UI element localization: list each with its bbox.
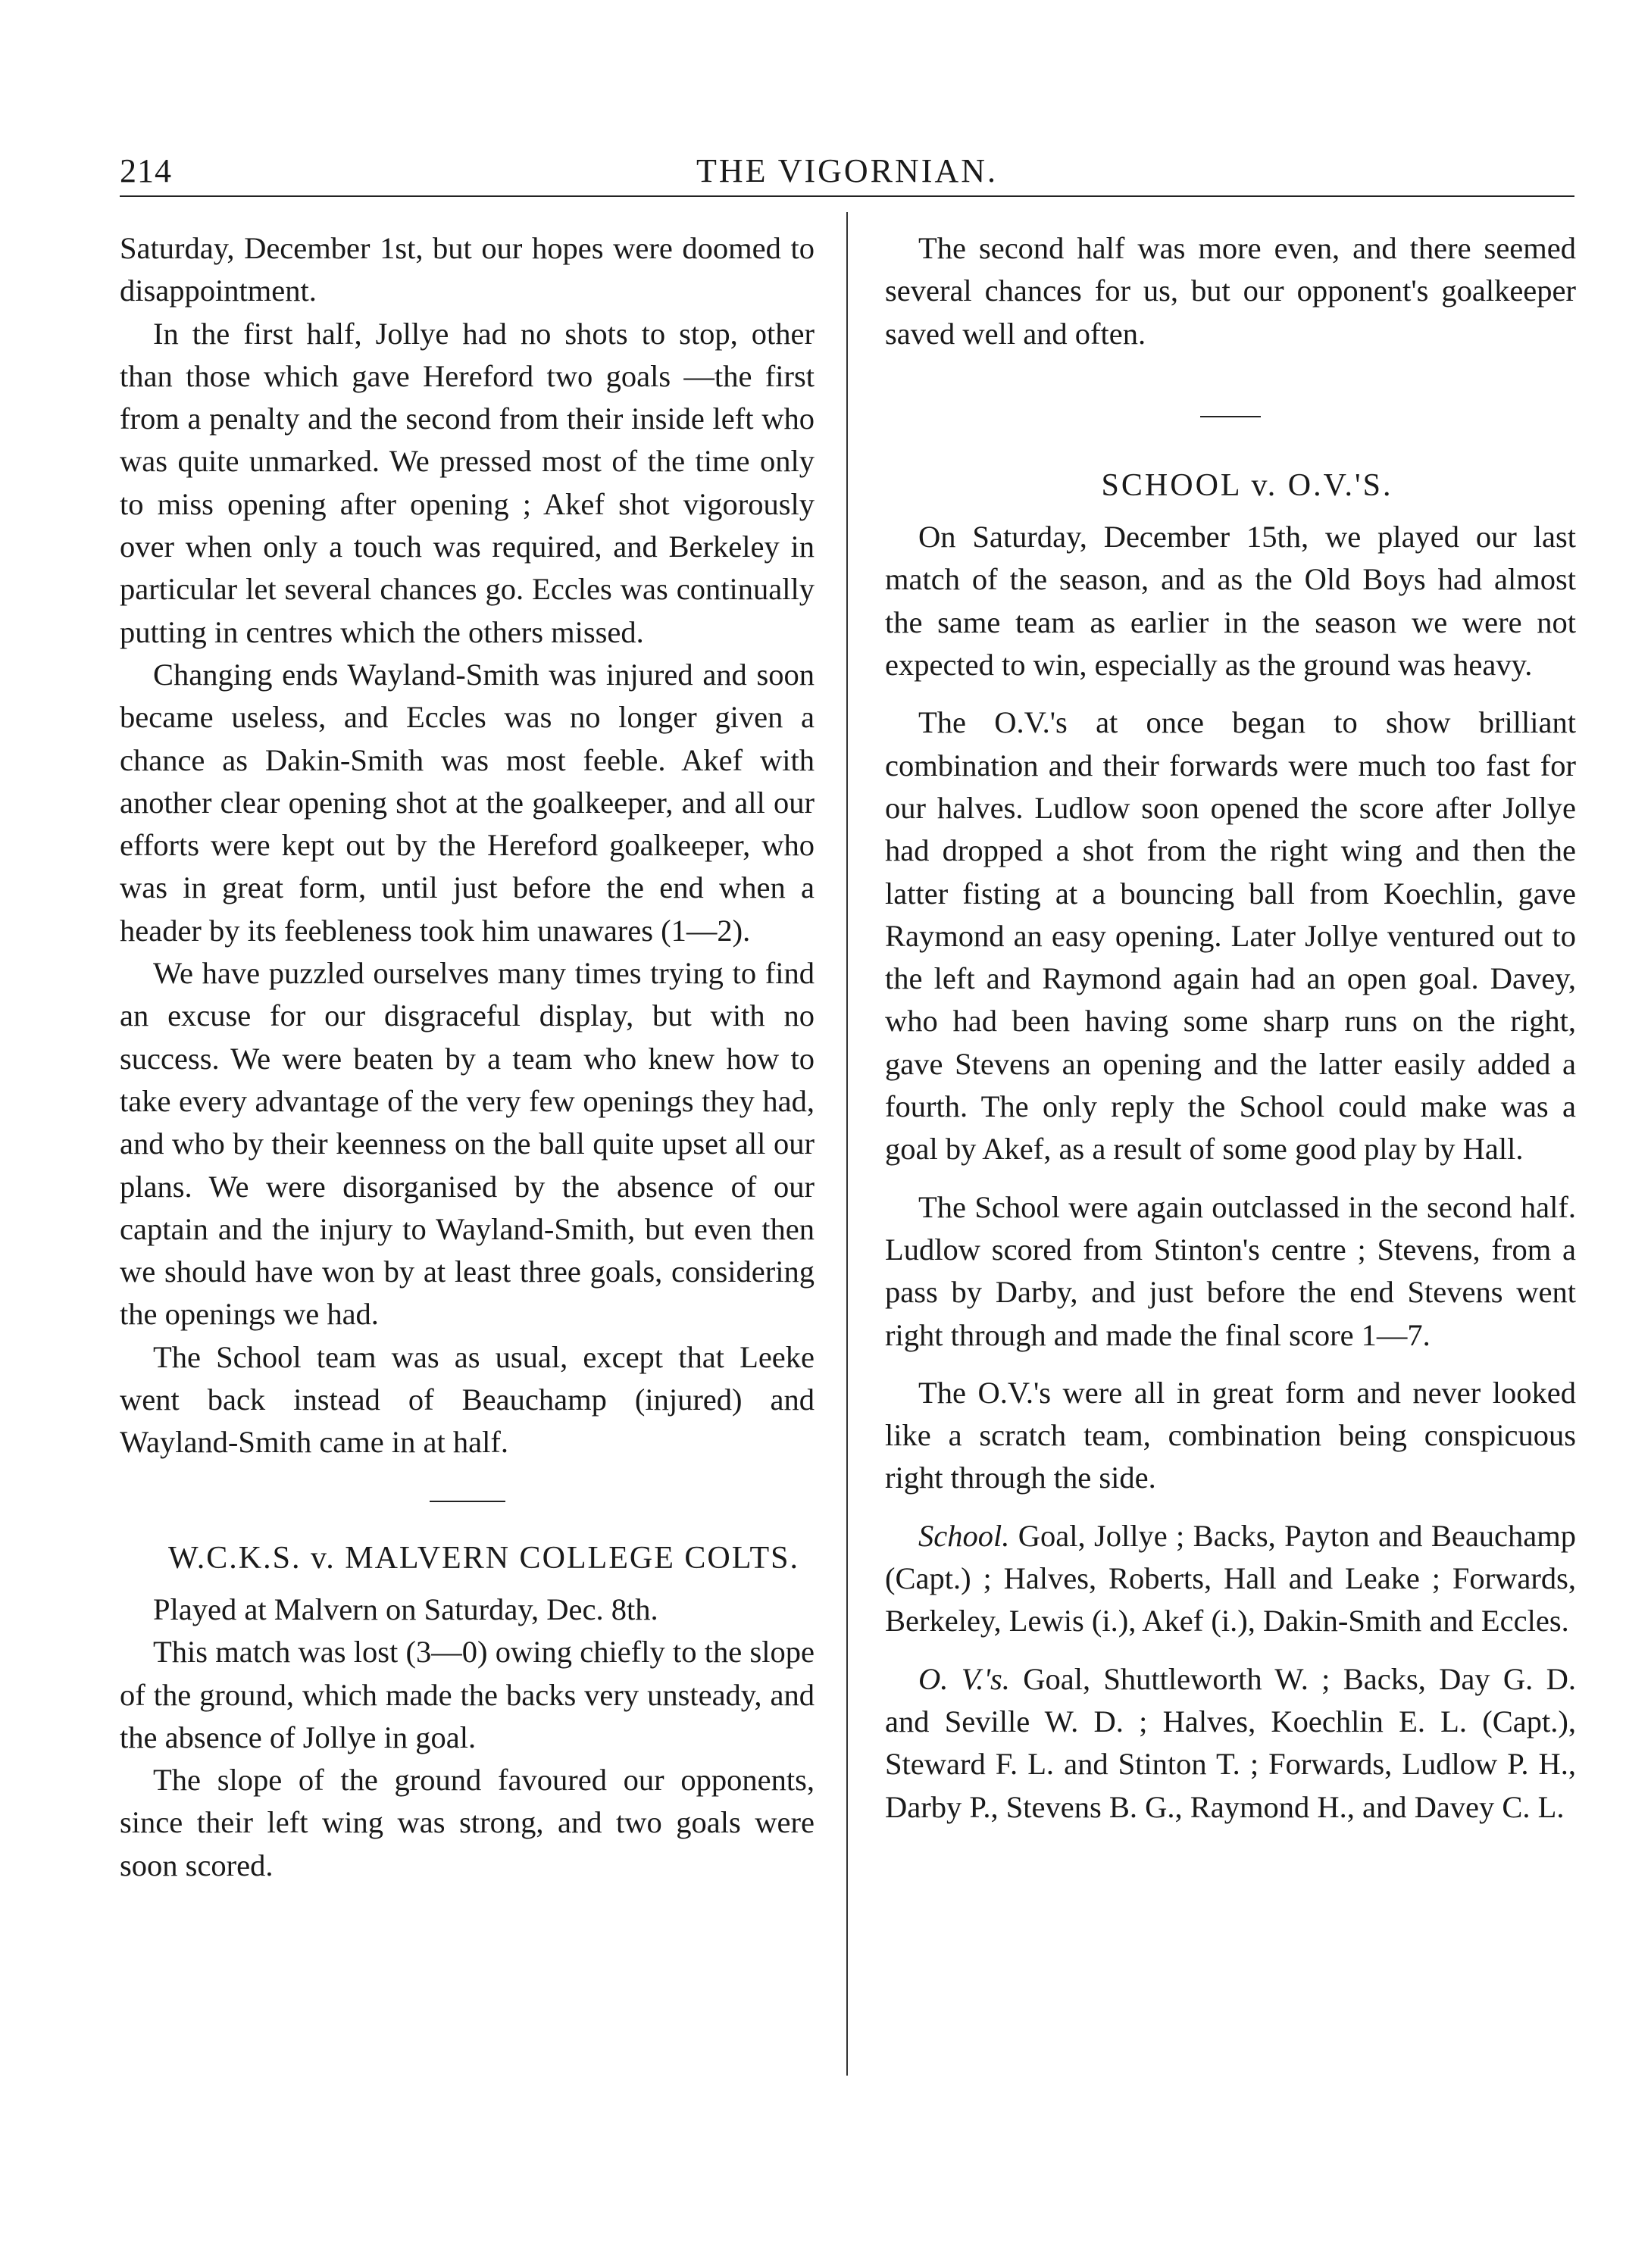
team-label: O. V.'s. [918, 1661, 1010, 1696]
paragraph: In the first half, Jollye had no shots to stop, other than those which gave Hereford two goals —the first from a penalty and the second from their inside left who was quite unmarked. We pressed most of the time only to miss opening after opening ; Akef shot vigorously over when only a touch was required, and Berkeley in particular let several chances go. Eccles was continually putting in centres which the others missed. [120, 316, 815, 649]
paragraph: We have puzzled ourselves many times trying to find an excuse for our disgraceful display, but with no success. We were beaten by a team who knew how to take every advantage of the very few openings they had, and who by their keenness on the ball quite upset all our plans. We were disorganised by the absence of our captain and the injury to Wayland-Smith, but even then we should have won by at least three goals, considering the openings we had. [120, 956, 815, 1332]
paragraph: The O.V.'s at once began to show brilliant combination and their forwards were much too fast for our halves. Ludlow soon opened the score after Jollye had dropped a shot from the right wing and then the latter fisting at a bouncing ball from Koechlin, gave Raymond an easy opening. Later Jollye ventured out to the left and Raymond again had an open goal. Davey, who had been having some sharp runs on the right, gave Stevens an opening and the latter easily added a fourth. The only reply the School could make was a goal by Akef, as a result of some good play by Hall. [885, 705, 1576, 1167]
column-divider [846, 212, 848, 2076]
team-label: School. [918, 1518, 1010, 1553]
paragraph: This match was lost (3—0) owing chiefly to the slope of the ground, which made the backs very unsteady, and the absence of Jollye in goal. [120, 1635, 815, 1754]
paragraph: On Saturday, December 15th, we played our last match of the season, and as the Old Boys had almost the same team as earlier in the season we were not expected to win, especially as the ground was heavy. [885, 520, 1576, 683]
paragraph: The O.V.'s were all in great form and never looked like a scratch team, combination being conspicuous right through the side. [885, 1375, 1576, 1495]
paragraph: Played at Malvern on Saturday, Dec. 8th. [153, 1592, 658, 1626]
team-text: Goal, Shuttleworth W. ; Backs, Day G. D. and Seville W. D. ; Halves, Koechlin E. L. (Capt.), Steward F. L. and Stinton T. ; Forwards, Ludlow P. H., Darby P., Stevens B. G., Raymond H., and Davey C. L. [885, 1661, 1576, 1824]
running-title: THE VIGORNIAN. [696, 152, 999, 189]
paragraph: The second half was more even, and there seemed several chances for us, but our opponent's goalkeeper saved well and often. [885, 231, 1576, 351]
section-heading-malvern: W.C.K.S. v. MALVERN COLLEGE COLTS. [167, 1540, 800, 1576]
section-divider [430, 1501, 505, 1502]
team-list-school [885, 1515, 1576, 1643]
section-divider [1200, 416, 1261, 417]
page-number: 214 [120, 152, 172, 189]
section-heading-old-vigornians: SCHOOL v. O.V.'S. [1101, 467, 1393, 503]
team-text: Goal, Jollye ; Backs, Payton and Beauchamp (Capt.) ; Halves, Roberts, Hall and Leake ; Forwards, Berkeley, Lewis (i.), Akef (i.), Dakin-Smith and Eccles. [885, 1518, 1577, 1639]
right-column [885, 227, 1576, 1829]
page-header [120, 152, 1574, 197]
paragraph: The slope of the ground favoured our opponents, since their left wing was strong, and two goals were soon scored. [120, 1763, 815, 1882]
paragraph: Changing ends Wayland-Smith was injured and soon became useless, and Eccles was no longer given a chance as Dakin-Smith was most feeble. Akef with another clear opening shot at the goalkeeper, and all our efforts were kept out by the Hereford goalkeeper, who was in great form, until just before the end when a header by its feebleness took him unawares (1—2). [120, 657, 815, 948]
paragraph: Saturday, December 1st, but our hopes were doomed to disappointment. [120, 231, 815, 308]
header-rule [120, 195, 1574, 197]
team-list-old-vigornians [885, 1658, 1576, 1829]
paragraph: The School team was as usual, except that Leeke went back instead of Beauchamp (injured) and Wayland-Smith came in at half. [120, 1339, 815, 1460]
paragraph: The School were again outclassed in the second half. Ludlow scored from Stinton's centre ; Stevens, from a pass by Darby, and just before the end Stevens went right through and made the final score 1—7. [885, 1189, 1576, 1352]
left-column [120, 227, 815, 1887]
